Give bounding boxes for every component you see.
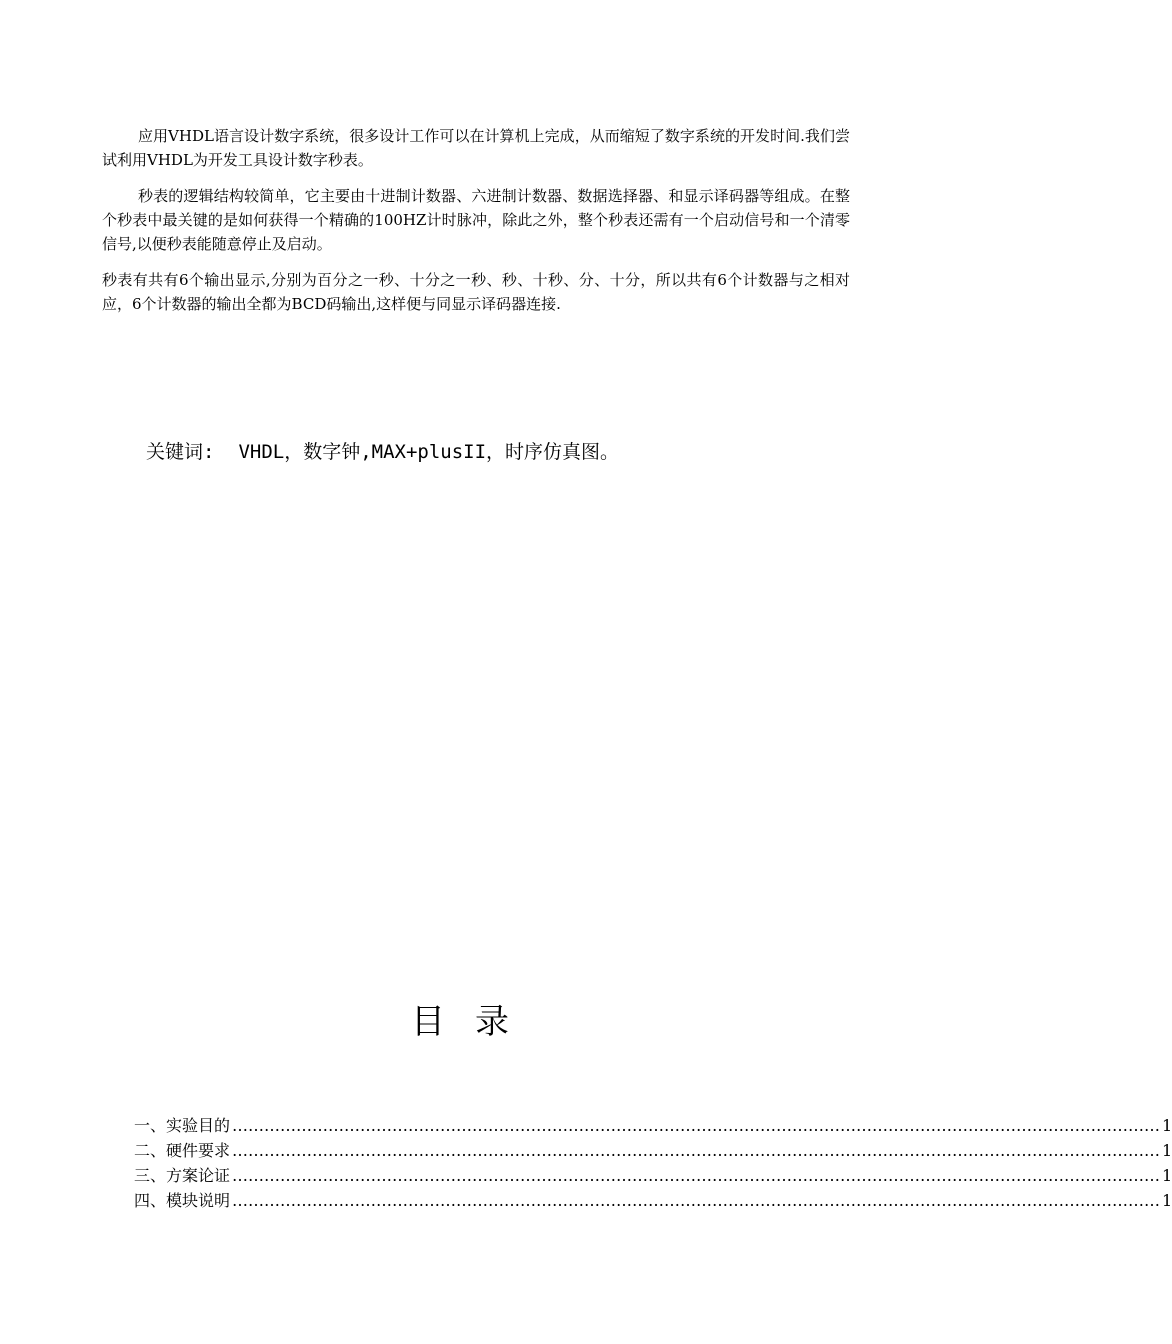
toc-item[interactable] — [134, 1188, 1172, 1213]
toc-item-page: 1 — [1162, 1116, 1172, 1135]
toc-item-page: 1 — [1162, 1141, 1172, 1160]
toc-dot-leader: ………………………………………………………………………………………………………………………………………………………… — [232, 1191, 1161, 1210]
keywords-line — [146, 437, 619, 464]
toc-item-label: 二、硬件要求 — [134, 1141, 231, 1160]
keywords-text: VHDL，数字钟,MAX+plusII，时序仿真图。 — [238, 441, 620, 463]
toc-item-page: 1 — [1162, 1191, 1172, 1210]
abstract-section — [102, 124, 850, 328]
table-of-contents — [134, 1113, 1172, 1213]
abstract-paragraph-1: 应用VHDL语言设计数字系统，很多设计工作可以在计算机上完成，从而缩短了数字系统的开发时间.我们尝试利用VHDL为开发工具设计数字秒表。 — [102, 127, 850, 169]
toc-item[interactable] — [134, 1163, 1172, 1188]
toc-title: 目录 — [411, 1002, 539, 1042]
toc-dot-leader: ………………………………………………………………………………………………………………………………………………………… — [232, 1141, 1161, 1160]
keywords-label: 关键词: — [146, 441, 215, 463]
abstract-paragraph-2: 秒表的逻辑结构较简单，它主要由十进制计数器、六进制计数器、数据选择器、和显示译码器等组成。在整个秒表中最关键的是如何获得一个精确的100HZ计时脉冲，除此之外，整个秒表还需有一个启动信号和一个清零信号,以便秒表能随意停止及启动。 — [102, 187, 850, 253]
toc-item-label: 一、实验目的 — [134, 1116, 231, 1135]
toc-dot-leader: ………………………………………………………………………………………………………………………………………………………… — [232, 1166, 1161, 1185]
toc-dot-leader: ………………………………………………………………………………………………………………………………………………………… — [232, 1116, 1161, 1135]
abstract-paragraph-3: 秒表有共有6个输出显示,分别为百分之一秒、十分之一秒、秒、十秒、分、十分，所以共有6个计数器与之相对应，6个计数器的输出全都为BCD码输出,这样便与同显示译码器连接. — [102, 271, 850, 313]
toc-item-label: 四、模块说明 — [134, 1191, 231, 1210]
toc-item-label: 三、方案论证 — [134, 1166, 231, 1185]
toc-item[interactable] — [134, 1113, 1172, 1138]
toc-item[interactable] — [134, 1138, 1172, 1163]
toc-item-page: 1 — [1162, 1166, 1172, 1185]
